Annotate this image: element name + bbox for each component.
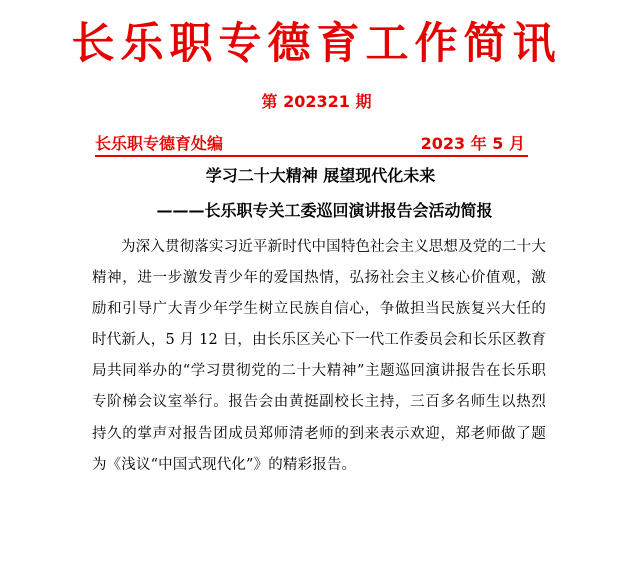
article-body-paragraph: 为深入贯彻落实习近平新时代中国特色社会主义思想及党的二十大精神，进一步激发青少年的爱国热情，弘扬社会主义核心价值观，激励和引导广大青少年学生树立民族自信心，争做担当民族复兴大任的时代新人，5 月 12 日，由长乐区关心下一代工作委员会和长乐区教育局共同举办的“学习贯彻党的二十大精神”主题巡回演讲报告在长乐职专阶梯会议室举行。报告会由黄挺副校长主持，三百多名师生以热烈持久的掌声对报告团成员郑师清老师的到来表示欢迎，郑老师做了题为《浅议“中国式现代化”》的精彩报告。 <box>92 239 546 473</box>
editor-date-row <box>95 133 528 157</box>
article-title: 学习二十大精神 展望现代化未来 <box>205 166 436 185</box>
editor-label: 长乐职专德育处编 <box>95 134 224 153</box>
issue-number: 第 202321 期 <box>261 92 372 111</box>
article-subtitle: ———长乐职专关工委巡回演讲报告会活动简报 <box>156 201 493 220</box>
newsletter-masthead: 长乐职专德育工作简讯 <box>71 19 562 69</box>
publish-date: 2023 年 5 月 <box>420 134 525 153</box>
